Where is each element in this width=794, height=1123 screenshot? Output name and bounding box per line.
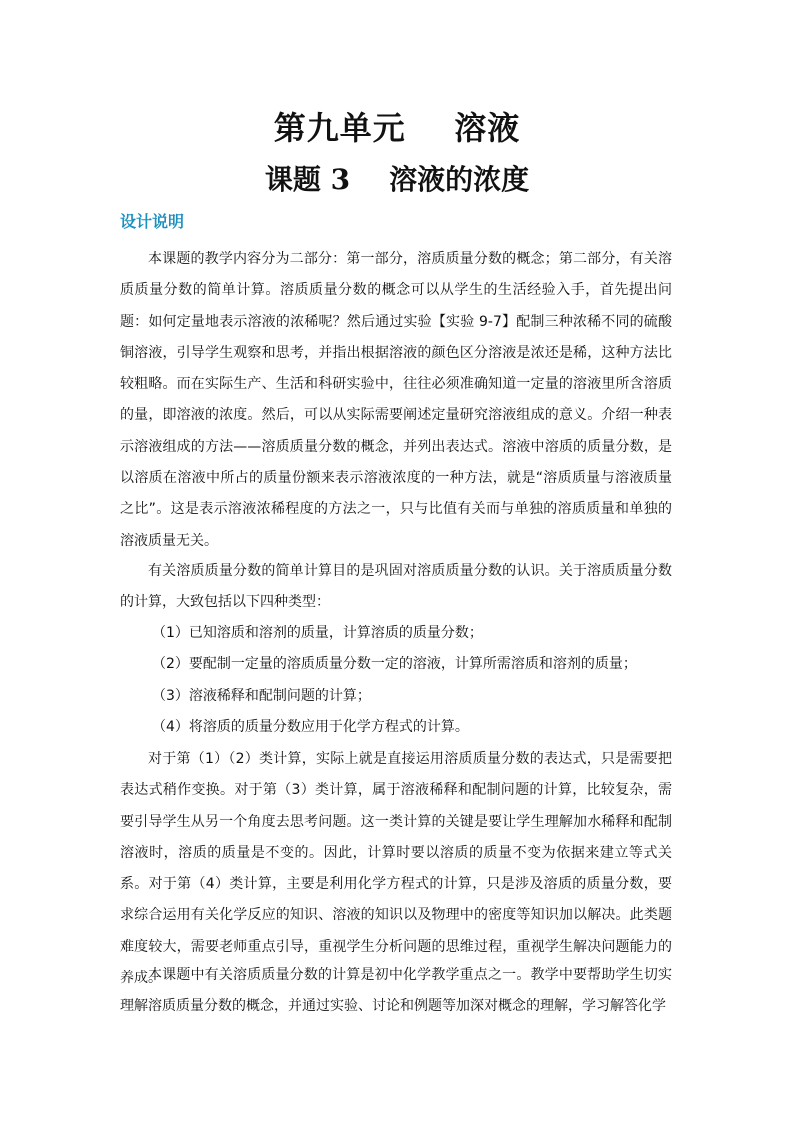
paragraph-4-text: 本课题中有关溶质质量分数的计算是初中化学教学重点之一。教学中要帮助学生切实理解溶质质量分数的概念，并通过实验、讨论和例题等加深对概念的理解，学习解答化学 <box>120 967 672 1015</box>
paragraph-2 <box>120 556 672 619</box>
calculation-types-list <box>152 618 672 743</box>
list-item: （4）将溶质的质量分数应用于化学方程式的计算。 <box>152 718 469 735</box>
list-item: （1）已知溶质和溶剂的质量，计算溶质的质量分数； <box>152 625 483 641</box>
unit-title: 第九单元 溶液 <box>273 109 521 147</box>
list-item: （3）溶液稀释和配制问题的计算； <box>152 687 371 704</box>
paragraph-4 <box>120 960 672 1023</box>
paragraph-1-text: 本课题的教学内容分为二部分：第一部分，溶质质量分数的概念；第二部分，有关溶质质量分数的简单计算。溶质质量分数的概念可以从学生的生活经验入手，首先提出问题：如何定量地表示溶液的浓稀呢？然后通过实验【实验 9-7】配制三种浓稀不同的硫酸铜溶液，引导学生观察和思考，并指出根据溶液的颜色区分溶液是浓还是稀，这种方法比较粗略。而在实际生产、生活和科研实验中，往往必须准确知道一定量的溶液里所含溶质的量，即溶液的浓度。然后，可以从实际需要阐述定量研究溶液组成的意义。介绍一种表示溶液组成的方法——溶质质量分数的概念，并列出表达式。溶液中溶质的质量分数，是以溶质在溶液中所占的质量份额来表示溶液浓度的一种方法，就是“溶质质量与溶液质量之比”。这是表示溶液浓稀程度的方法之一，只与比值有关而与单独的溶质质量和单独的溶液质量无关。 <box>120 251 672 549</box>
paragraph-2-text: 有关溶质质量分数的简单计算目的是巩固对溶质质量分数的认识。关于溶质质量分数的计算，大致包括以下四种类型： <box>120 563 672 611</box>
section-heading: 设计说明 <box>120 212 185 231</box>
lesson-title: 课题 3 溶液的浓度 <box>264 163 530 196</box>
paragraph-3-text: 对于第（1）（2）类计算，实际上就是直接运用溶质质量分数的表达式，只是需要把表达式稍作变换。对于第（3）类计算，属于溶液稀释和配制问题的计算，比较复杂，需要引导学生从另一个角度去思考问题。这一类计算的关键是要让学生理解加水稀释和配制溶液时，溶质的质量是不变的。因此，计算时要以溶质的质量不变为依据来建立等式关系。对于第（4）类计算，主要是利用化学方程式的计算，只是涉及溶质的质量分数，要求综合运用有关化学反应的知识、溶液的知识以及物理中的密度等知识加以解决。此类题难度较大，需要老师重点引导，重视学生分析问题的思维过程，重视学生解决问题能力的养成。 <box>120 751 672 987</box>
paragraph-1 <box>120 244 672 557</box>
paragraph-3 <box>120 744 672 994</box>
list-item: （2）要配制一定量的溶质质量分数一定的溶液，计算所需溶质和溶剂的质量； <box>152 656 637 673</box>
